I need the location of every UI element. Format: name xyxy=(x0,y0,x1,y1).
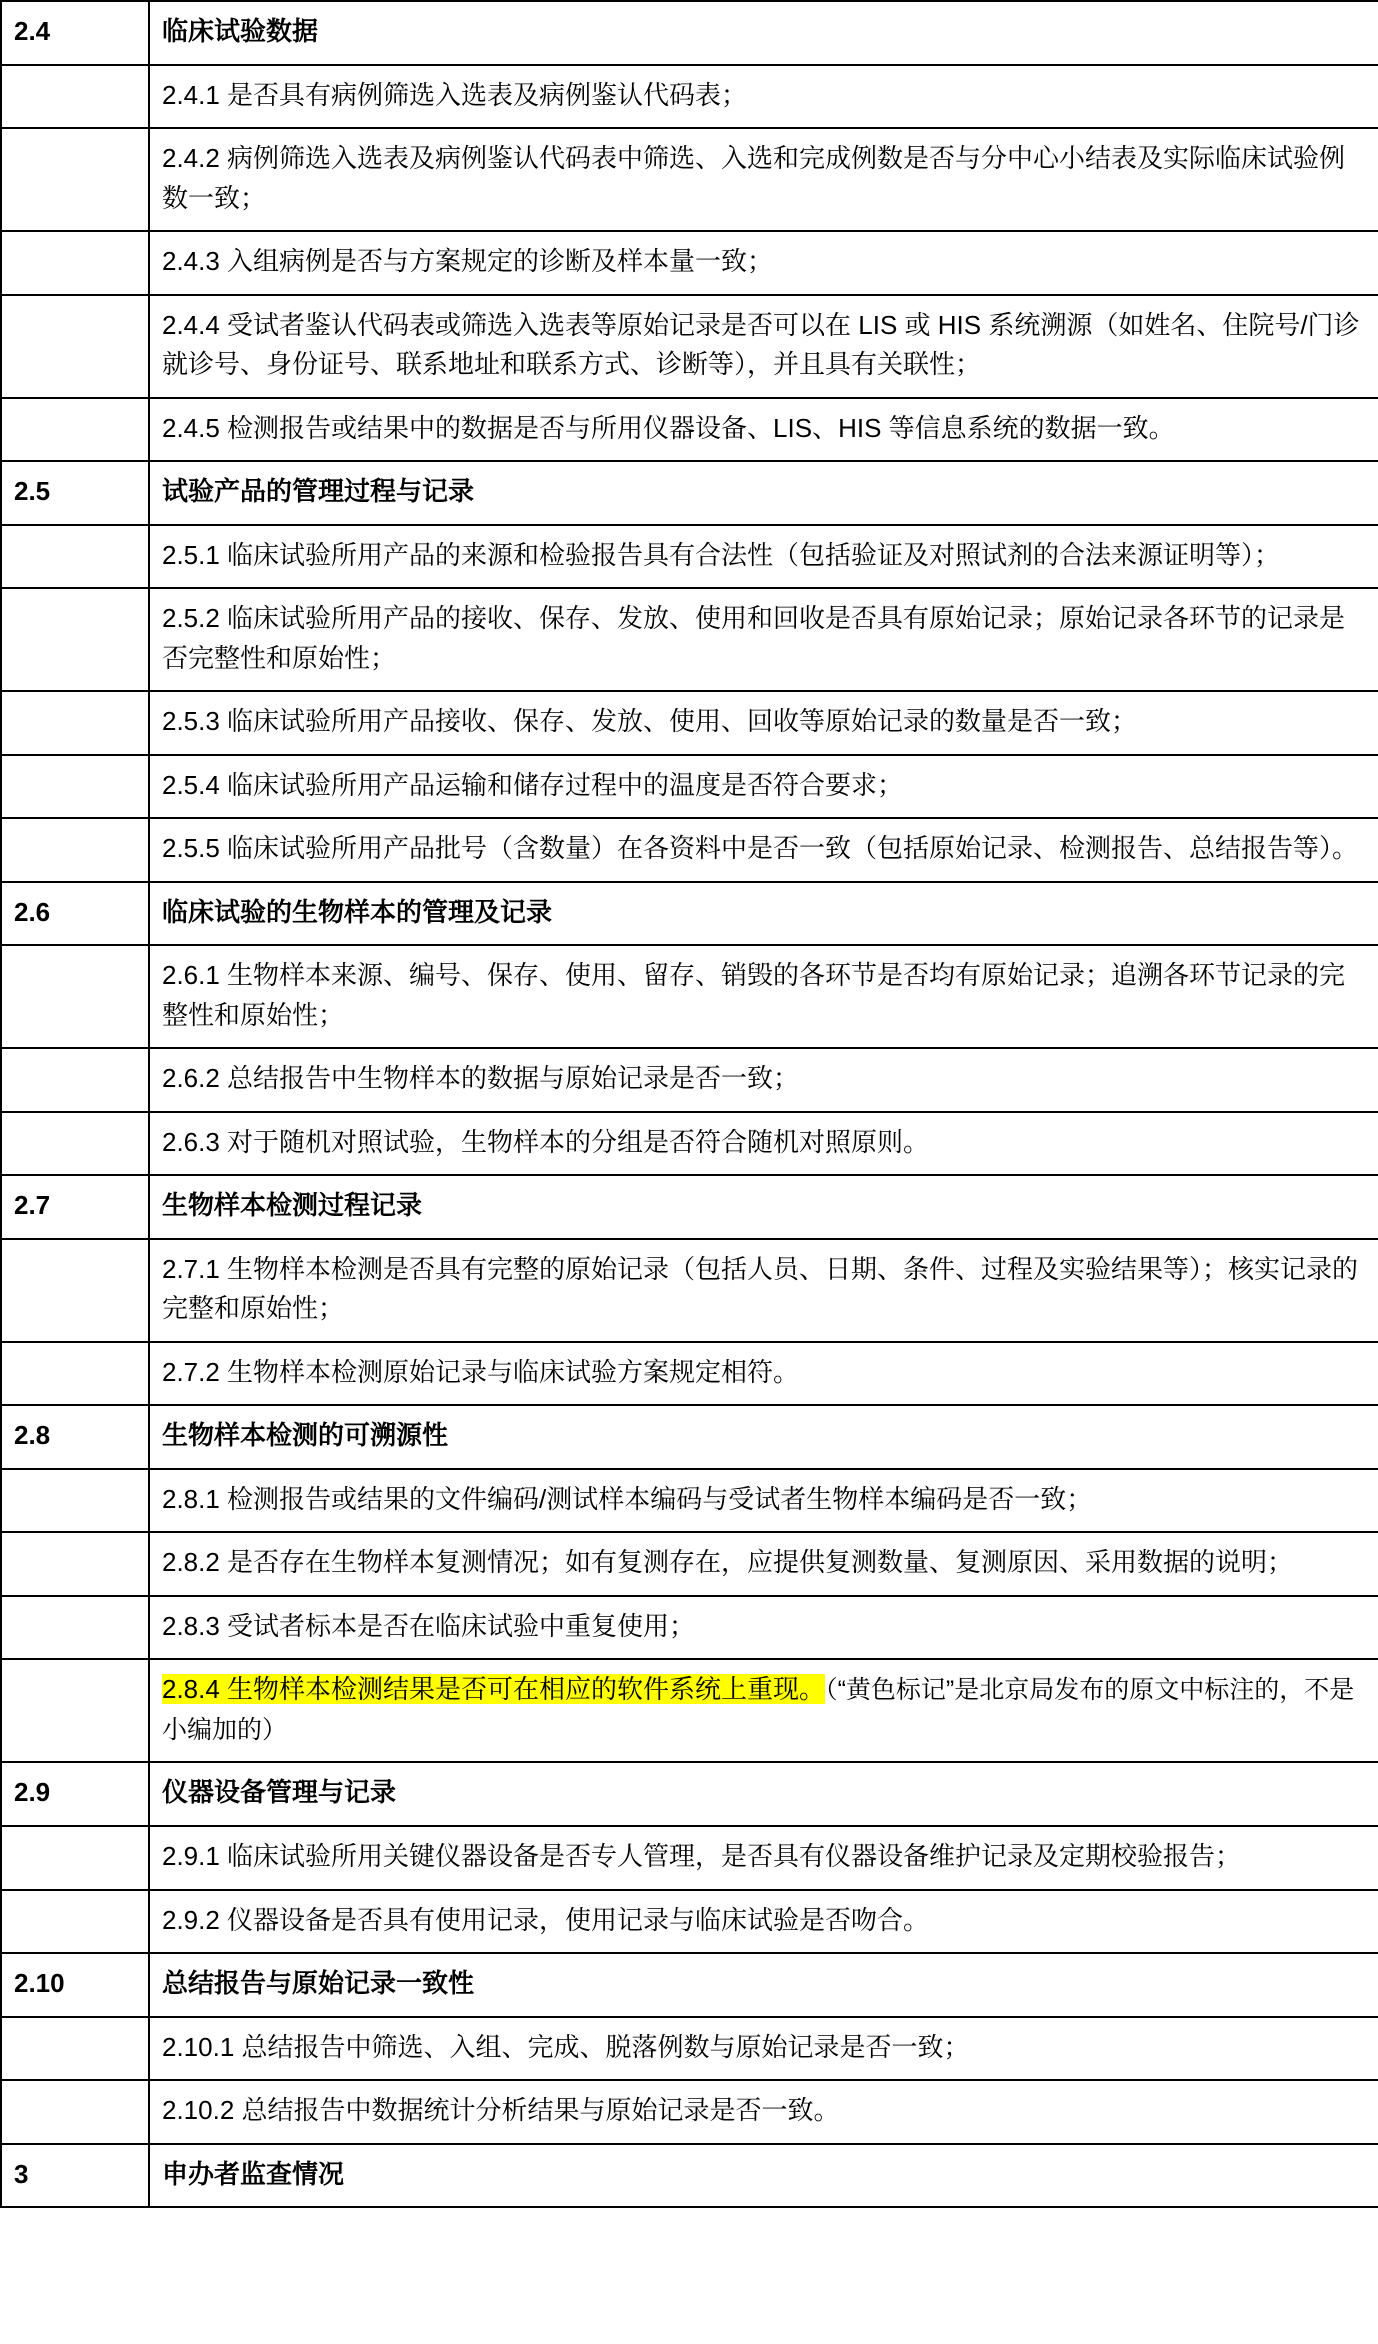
table-row xyxy=(1,525,1378,589)
row-number-empty xyxy=(1,525,149,589)
table-row xyxy=(1,1175,1378,1239)
row-number: 2.9 xyxy=(1,1762,149,1826)
table-row xyxy=(1,1405,1378,1469)
checklist-item: 2.5.4 临床试验所用产品运输和储存过程中的温度是否符合要求； xyxy=(149,755,1378,819)
row-number: 2.4 xyxy=(1,1,149,65)
checklist-body xyxy=(1,1,1378,2207)
checklist-item: 2.5.2 临床试验所用产品的接收、保存、发放、使用和回收是否具有原始记录；原始记录各环节的记录是否完整性和原始性； xyxy=(149,588,1378,691)
section-title: 申办者监查情况 xyxy=(149,2144,1378,2208)
checklist-item: 2.10.2 总结报告中数据统计分析结果与原始记录是否一致。 xyxy=(149,2080,1378,2144)
row-number-empty xyxy=(1,691,149,755)
row-number-empty xyxy=(1,1596,149,1660)
checklist-item: 2.5.1 临床试验所用产品的来源和检验报告具有合法性（包括验证及对照试剂的合法来源证明等）； xyxy=(149,525,1378,589)
row-number-empty xyxy=(1,2080,149,2144)
row-number: 2.5 xyxy=(1,461,149,525)
row-number-empty xyxy=(1,295,149,398)
table-row xyxy=(1,1596,1378,1660)
section-title: 生物样本检测过程记录 xyxy=(149,1175,1378,1239)
checklist-item-highlighted xyxy=(149,1659,1378,1762)
section-title: 总结报告与原始记录一致性 xyxy=(149,1953,1378,2017)
row-number: 2.6 xyxy=(1,882,149,946)
highlighted-text: 2.8.4 生物样本检测结果是否可在相应的软件系统上重现。 xyxy=(162,1674,826,1705)
table-row xyxy=(1,1,1378,65)
row-number-empty xyxy=(1,2017,149,2081)
row-number-empty xyxy=(1,755,149,819)
section-title: 临床试验数据 xyxy=(149,1,1378,65)
section-title: 试验产品的管理过程与记录 xyxy=(149,461,1378,525)
checklist-item: 2.4.2 病例筛选入选表及病例鉴认代码表中筛选、入选和完成例数是否与分中心小结表及实际临床试验例数一致； xyxy=(149,128,1378,231)
row-number-empty xyxy=(1,1239,149,1342)
row-number-empty xyxy=(1,65,149,129)
row-number: 2.7 xyxy=(1,1175,149,1239)
table-row xyxy=(1,1112,1378,1176)
row-number-empty xyxy=(1,945,149,1048)
checklist-item: 2.8.2 是否存在生物样本复测情况；如有复测存在，应提供复测数量、复测原因、采用数据的说明； xyxy=(149,1532,1378,1596)
row-number-empty xyxy=(1,1826,149,1890)
table-row xyxy=(1,65,1378,129)
row-number-empty xyxy=(1,128,149,231)
table-row xyxy=(1,1342,1378,1406)
row-number-empty xyxy=(1,398,149,462)
editor-note: （“黄色标记”是北京局发布的原文中标注的，不是小编加的） xyxy=(162,1676,1355,1744)
table-row xyxy=(1,588,1378,691)
checklist-item: 2.5.5 临床试验所用产品批号（含数量）在各资料中是否一致（包括原始记录、检测报告、总结报告等）。 xyxy=(149,818,1378,882)
table-row xyxy=(1,1469,1378,1533)
table-row xyxy=(1,882,1378,946)
checklist-item: 2.9.1 临床试验所用关键仪器设备是否专人管理，是否具有仪器设备维护记录及定期校验报告； xyxy=(149,1826,1378,1890)
table-row xyxy=(1,1826,1378,1890)
checklist-item: 2.7.1 生物样本检测是否具有完整的原始记录（包括人员、日期、条件、过程及实验结果等）；核实记录的完整和原始性； xyxy=(149,1239,1378,1342)
checklist-item: 2.4.4 受试者鉴认代码表或筛选入选表等原始记录是否可以在 LIS 或 HIS 系统溯源（如姓名、住院号/门诊就诊号、身份证号、联系地址和联系方式、诊断等），并且具有关联性； xyxy=(149,295,1378,398)
table-row xyxy=(1,398,1378,462)
checklist-item: 2.9.2 仪器设备是否具有使用记录，使用记录与临床试验是否吻合。 xyxy=(149,1890,1378,1954)
checklist-item: 2.6.3 对于随机对照试验，生物样本的分组是否符合随机对照原则。 xyxy=(149,1112,1378,1176)
table-row xyxy=(1,1890,1378,1954)
checklist-item: 2.6.2 总结报告中生物样本的数据与原始记录是否一致； xyxy=(149,1048,1378,1112)
table-row xyxy=(1,461,1378,525)
table-row xyxy=(1,2144,1378,2208)
row-number-empty xyxy=(1,1532,149,1596)
section-title: 生物样本检测的可溯源性 xyxy=(149,1405,1378,1469)
row-number: 2.10 xyxy=(1,1953,149,2017)
row-number-empty xyxy=(1,231,149,295)
table-row xyxy=(1,945,1378,1048)
checklist-item: 2.6.1 生物样本来源、编号、保存、使用、留存、销毁的各环节是否均有原始记录；追溯各环节记录的完整性和原始性； xyxy=(149,945,1378,1048)
table-row xyxy=(1,1762,1378,1826)
section-title: 临床试验的生物样本的管理及记录 xyxy=(149,882,1378,946)
row-number-empty xyxy=(1,1659,149,1762)
table-row xyxy=(1,2080,1378,2144)
row-number-empty xyxy=(1,588,149,691)
row-number-empty xyxy=(1,818,149,882)
checklist-item: 2.7.2 生物样本检测原始记录与临床试验方案规定相符。 xyxy=(149,1342,1378,1406)
table-row xyxy=(1,691,1378,755)
table-row xyxy=(1,1239,1378,1342)
table-row xyxy=(1,231,1378,295)
table-row xyxy=(1,128,1378,231)
checklist-item: 2.8.1 检测报告或结果的文件编码/测试样本编码与受试者生物样本编码是否一致； xyxy=(149,1469,1378,1533)
row-number-empty xyxy=(1,1890,149,1954)
checklist-item: 2.4.3 入组病例是否与方案规定的诊断及样本量一致； xyxy=(149,231,1378,295)
checklist-item: 2.4.5 检测报告或结果中的数据是否与所用仪器设备、LIS、HIS 等信息系统的数据一致。 xyxy=(149,398,1378,462)
checklist-item: 2.10.1 总结报告中筛选、入组、完成、脱落例数与原始记录是否一致； xyxy=(149,2017,1378,2081)
row-number-empty xyxy=(1,1469,149,1533)
table-row xyxy=(1,818,1378,882)
table-row xyxy=(1,1953,1378,2017)
table-row xyxy=(1,1048,1378,1112)
checklist-item: 2.8.3 受试者标本是否在临床试验中重复使用； xyxy=(149,1596,1378,1660)
checklist-item: 2.4.1 是否具有病例筛选入选表及病例鉴认代码表； xyxy=(149,65,1378,129)
row-number: 3 xyxy=(1,2144,149,2208)
table-row xyxy=(1,295,1378,398)
row-number-empty xyxy=(1,1048,149,1112)
row-number: 2.8 xyxy=(1,1405,149,1469)
table-row xyxy=(1,1659,1378,1762)
table-row xyxy=(1,755,1378,819)
section-title: 仪器设备管理与记录 xyxy=(149,1762,1378,1826)
table-row xyxy=(1,2017,1378,2081)
table-row xyxy=(1,1532,1378,1596)
row-number-empty xyxy=(1,1342,149,1406)
checklist-item: 2.5.3 临床试验所用产品接收、保存、发放、使用、回收等原始记录的数量是否一致； xyxy=(149,691,1378,755)
row-number-empty xyxy=(1,1112,149,1176)
